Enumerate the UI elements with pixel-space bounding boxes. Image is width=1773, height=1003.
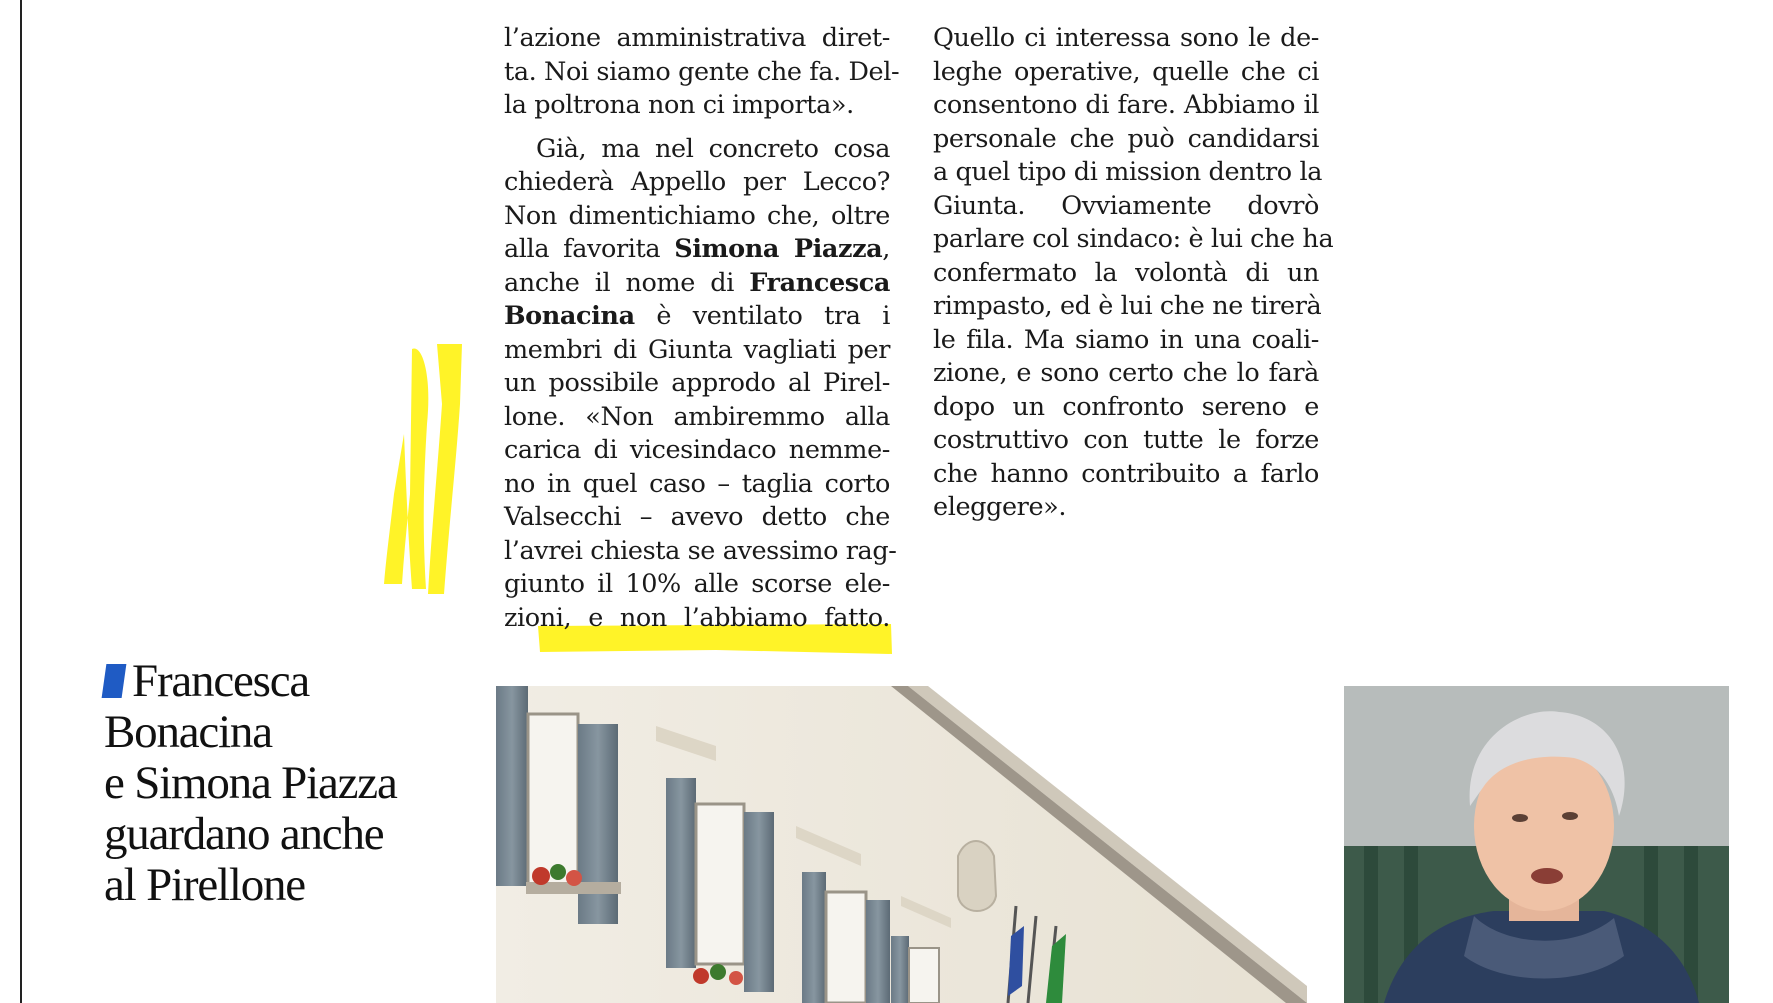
bold-name: Francesca — [749, 267, 890, 298]
text-line: l’azione amministrativa diret- — [504, 23, 890, 53]
text-line: chiederà Appello per Lecco? — [504, 167, 890, 197]
caption-line: guardano anche — [104, 808, 384, 860]
caption-line: al Pirellone — [104, 859, 305, 911]
text-line: no in quel caso – taglia corto — [504, 468, 890, 499]
caption-marker-icon — [102, 664, 127, 698]
text-line: consentono di fare. Abbiamo il — [933, 90, 1319, 120]
article-column-1 — [504, 22, 900, 635]
bold-name: Simona Piazza — [674, 234, 883, 264]
text-line — [504, 300, 890, 334]
page-border-line — [20, 0, 22, 1003]
paragraph-2 — [504, 133, 897, 636]
text-line: rimpasto, ed è lui che ne tirerà — [933, 291, 1322, 321]
text-fragment: anche il nome di — [504, 267, 750, 298]
text-line: membri di Giunta vagliati per — [504, 334, 890, 365]
text-line: un possibile approdo al Pirel- — [504, 368, 890, 398]
portrait-photo — [1344, 686, 1729, 1003]
text-line: Non dimentichiamo che, oltre — [504, 200, 890, 231]
photo-caption — [104, 656, 444, 911]
text-line: leghe operative, quelle che ci — [933, 56, 1319, 87]
text-line: zione, e sono certo che lo farà — [933, 358, 1319, 388]
text-line: confermato la volontà di un — [933, 257, 1319, 288]
text-line: eleggere». — [933, 492, 1067, 522]
text-fragment: è ventilato tra i — [634, 301, 890, 331]
text-fragment: , — [882, 234, 891, 264]
article-column-2 — [933, 22, 1334, 525]
yellow-highlight-mark — [382, 344, 464, 594]
building-photo — [496, 686, 1307, 1003]
text-line: dopo un confronto sereno e — [933, 391, 1319, 422]
text-line: a quel tipo di mission dentro la — [933, 157, 1323, 187]
bold-name: Bonacina — [504, 301, 635, 331]
caption-line: Bonacina — [104, 706, 272, 758]
text-line: la poltrona non ci importa». — [504, 90, 854, 120]
caption-line: e Simona Piazza — [104, 757, 397, 809]
paragraph-3 — [933, 22, 1334, 525]
text-line: Valsecchi – avevo detto che — [504, 502, 890, 532]
paragraph-1 — [504, 22, 900, 123]
text-line: ta. Noi siamo gente che fa. Del- — [504, 56, 900, 87]
text-line: Quello ci interessa sono le de- — [933, 23, 1319, 53]
text-line: che hanno contribuito a farlo — [933, 458, 1319, 489]
caption-line: Francesca — [132, 655, 310, 707]
text-line: carica di vicesindaco nemme- — [504, 435, 890, 465]
text-line — [504, 267, 890, 301]
text-line — [504, 233, 890, 267]
text-line: Già, ma nel concreto cosa — [536, 133, 890, 164]
text-line: Giunta. Ovviamente dovrò — [933, 190, 1319, 221]
text-line: personale che può candidarsi — [933, 123, 1319, 154]
text-line: costruttivo con tutte le forze — [933, 425, 1319, 455]
text-line: l’avrei chiesta se avessimo rag- — [504, 535, 897, 566]
text-fragment: alla favorita — [504, 234, 675, 264]
text-line: parlare col sindaco: è lui che ha — [933, 224, 1334, 254]
text-line: giunto il 10% alle scorse ele- — [504, 569, 890, 599]
text-line: le fila. Ma siamo in una coali- — [933, 324, 1319, 355]
text-line: zioni, e non l’abbiamo fatto. — [504, 602, 890, 633]
text-line: lone. «Non ambiremmo alla — [504, 401, 890, 432]
